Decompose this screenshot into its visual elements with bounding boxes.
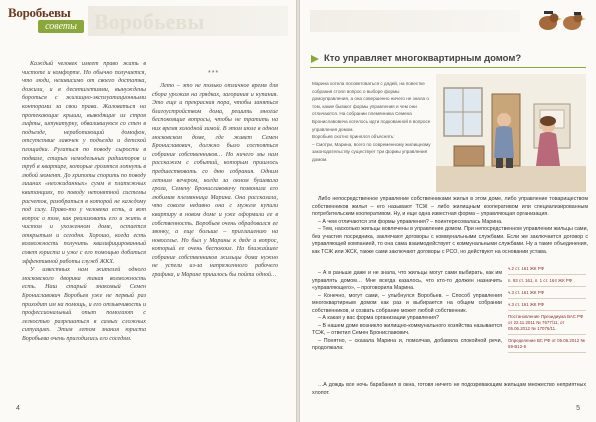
- logo-subtitle: советы: [38, 20, 84, 33]
- legal-reference: ч.2 ст. 161 ЖК РФ: [508, 266, 586, 275]
- intro-paragraph: Воробьев охотно принялся объяснять:: [312, 134, 395, 140]
- intro-paragraph: Марина хотела посоветоваться с дядей, на повестке собрания стоял вопрос о выборе формы домоуправления, а она совершенно ничего не знала о том, какие бывают формы управления и чем они отличаются. На собрании племянника Семена Брониславовича хотелось идти подкованной в вопросе управления домом.: [312, 81, 431, 132]
- article-body-middle: [312, 270, 502, 353]
- intro-paragraph: – Смотри, Марина, всего по современному жилищному законодательству существует три формы управления домом.: [312, 141, 431, 162]
- arrow-icon: [310, 54, 320, 64]
- body-paragraph: – А в раньше даже и не знала, что жильцы могут сами выбирать, как им управлять домом… Мне всегда казалось, что кто-то должен назначить «управляющего», – проговорила Марина.: [312, 270, 502, 291]
- body-paragraph: – Конечно, могут сами, – улыбнулся Воробьев. – Способ управления многоквартирным домом как раз и выбирается на общем собрании собственников, и созвать собрание может любой собственник.: [312, 292, 502, 314]
- legal-reference: ч.3 ст. 161 ЖК РФ: [508, 290, 586, 299]
- magazine-logo: [8, 6, 78, 36]
- section-separator: ***: [208, 70, 220, 77]
- article-body-bottom: [312, 382, 586, 397]
- article-title-bar: [310, 52, 586, 68]
- body-paragraph: – А какая у вас форма организации управления?: [318, 315, 439, 321]
- body-paragraph: – Понятно, – сказала Марина и, помолчав, добавила спокойной речи, продолжала:: [312, 337, 502, 351]
- legal-reference: Определение ВС РФ от 05.06.2012 № 59-В12-5: [508, 338, 586, 353]
- legal-reference: Постановление Президиума ВАС РФ от 22.11.2011 № 7677/11, от 05.06.2012 № 17076/11.: [508, 314, 586, 335]
- left-column-2: [152, 82, 278, 280]
- header-watermark: [88, 6, 288, 36]
- page-number-right: 5: [576, 405, 580, 412]
- right-page: [300, 0, 596, 422]
- left-page: [0, 0, 296, 422]
- header-watermark-right: [310, 10, 520, 32]
- body-paragraph: – Тем, насколько жильцы вовлечены в управление домом. При непосредственном управлении жильцы сами, без участия посредника, заключают договоры с коммунальными службами. Если же заключается договор с управляющей компанией, то она сама взаимодействует с коммунальными службами. Ну а такие объединения, как ТСЖ или ЖСК, также сами заключают договоры с РСО, но действуют на основании устава.: [312, 226, 588, 255]
- left-col2-paragraph: Лето – это не только отличное время для сбора урожая на грядках, загорания и купания. Это еще и прекрасная пора, чтобы заняться благоустройством дома, решить многие беспокоящие вопросы, чтобы не тратить на них время холодной зимой. В этом июле в одном московском доме, где живет Семен Брониславович, должно было состояться собрание собственников… Но ничего мы нам расскажем с событий, которым пришлось предшествовать со дню собрания. Одним летним вечером, когда за окном бушевала гроза, Семену Брониславовичу позвонила его любимая племянница Марина. Она рассказала, что совсем недавно она с мужем купили квартиру в новом доме и уже оформили ее в собственность. Воробьев очень обрадовался ее звонку, а еще больше – приглашению на новоселье. Но был у Марины к дяде и вопрос, который ее очень беспокоил. На ближайшее собрание собственников жильцы дома нужно не успели из-за напряженного рабочего графика, и Марине пришлось бы пойти одной…: [152, 83, 278, 279]
- logo-title: Воробьевы: [8, 5, 71, 20]
- body-paragraph: Либо непосредственное управление собственниками жилья в этом доме, либо управление товариществом собственников жилья – его называют ТСЖ – либо жилищным кооперативом или специализированным потребительским кооперативом. Ну, и еще одна известная форма – управляющая организация.: [312, 196, 588, 217]
- body-paragraph: …А дождь все ночь барабанил в окна, готовя ничего не подозревающим жильцам множество неприятных хлопот.: [312, 382, 586, 396]
- legal-reference: п. 93 ст. 161, п. 1 ст. 164 ЖК РФ: [508, 278, 586, 287]
- article-title: Кто управляет многоквартирным домом?: [324, 53, 522, 64]
- legal-reference: ч.3 ст. 161 ЖК РФ: [508, 302, 586, 311]
- sparrow-birds-logo: [534, 8, 588, 32]
- left-col1-paragraph: У известных нам жителей одного московского дворика такая возможность есть. Наш старый знакомый Семен Брониславович Воробьев уже не первый раз приходит им на помощь, и его отзывчивость и профессиональный опыт помогают с легкостью разрешаться в самых сложных ситуациях. Этим летом знания юриста Воробьева очень пригодились его соседям.: [22, 267, 146, 342]
- body-paragraph: – А чем отличаются эти формы управления? – поинтересовалась Марина.: [318, 218, 503, 225]
- page-number-left: 4: [16, 405, 20, 412]
- body-paragraph: – В нашем доме возникло жилищно-коммунального хозяйства называется ТСЖ, – ответил Семен Брониславович.: [312, 322, 502, 336]
- article-intro: [312, 80, 432, 164]
- article-illustration: [436, 74, 586, 192]
- article-body-top: [312, 196, 588, 256]
- left-col1-paragraph: Каждый человек имеет право жить в чистоте и комфорте. Но обычно получается, что люди, независимо от своего достатка, дожили, и в десятилетиями, вынуждены бороться с жилищно-эксплуатационными конторами за свои права. Жаловаться на протекающие крыши, выводящие из строя лифты, штукатурку, обвалившуюся со стен в подъезде, неработающий домофон, отсутствие лавочек у подъезда и детской площадки. Ругаться по поводу сырости в подвале, старых немодельных радиаторов и труб в квартире, которые грозятся лопнуть в любой момент. До хрипоты спорить по поводу лишних «неожиданных» сумм в платежных квитанциях, по поводу непонятной системы расчетов, разобраться в которой не каждому под силу. Право-то у человека есть, а вот вопрос о том, как реализовать его и жить в чистом и ухоженном доме, остается открытым и сегодня. Хорошо, когда есть возможность получить квалифицированный совет юриста и уже с его помощью добиться эффективной работы служб ЖКХ.: [22, 61, 146, 265]
- legal-references-sidebar: [508, 266, 586, 380]
- left-column-1: [22, 60, 146, 344]
- header-watermark-text: Воробьевы: [94, 9, 205, 34]
